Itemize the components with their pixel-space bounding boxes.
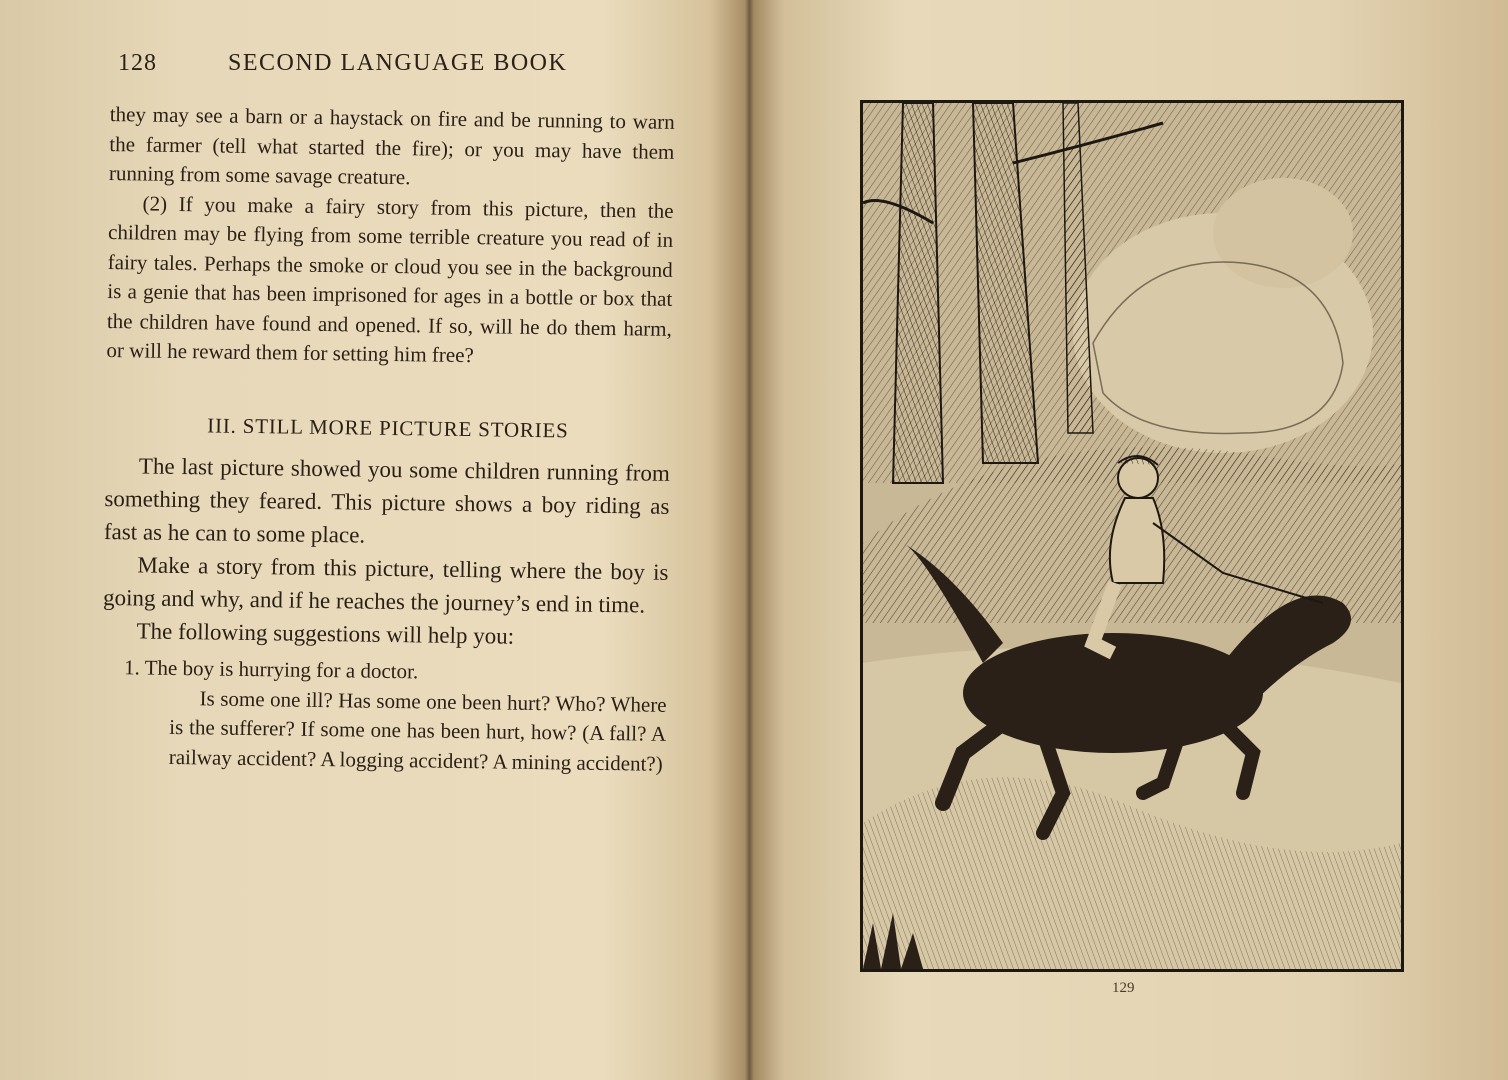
running-title: SECOND LANGUAGE BOOK — [228, 50, 568, 76]
suggestion-detail: Is some one ill? Has some one been hurt? Who? Where is the sufferer? If some one has been hurt, how? (A fall? A railway accident? A logging accident? A mining accident?) — [168, 685, 667, 776]
paragraph: The following suggestions will help you: — [136, 618, 515, 649]
right-page — [750, 0, 1508, 1080]
running-head — [118, 50, 678, 80]
section-heading: III. STILL MORE PICTURE STORIES — [207, 412, 569, 442]
page-number-left: 128 — [118, 50, 157, 76]
paragraph: (2) If you make a fairy story from this picture, then the children may be flying from some terrible creature you read of in fairy tales. Perhaps the smoke or cloud you see in the background is a genie that has been imprisoned for ages in a bottle or box that the children have found and opened. If so, will he do them harm, or will he reward them for setting him free? — [106, 190, 674, 368]
boy-on-horse-engraving — [863, 103, 1401, 969]
left-page — [0, 0, 745, 1080]
engraving-illustration — [860, 100, 1404, 972]
body-text — [101, 100, 675, 779]
paragraph: they may see a barn or a haystack on fire and be running to warn the farmer (tell what started the fire); or you may have them running from some savage creature. — [108, 101, 675, 190]
paragraph: Make a story from this picture, telling where the boy is going and why, and if he reaches the journey’s end in time. — [102, 552, 669, 618]
paragraph: The last picture showed you some children running from something they feared. This picture shows a boy riding as fast as he can to some place. — [103, 453, 671, 548]
suggestion-item: 1. The boy is hurrying for a doctor. — [123, 655, 419, 684]
page-number-right: 129 — [1112, 980, 1135, 996]
